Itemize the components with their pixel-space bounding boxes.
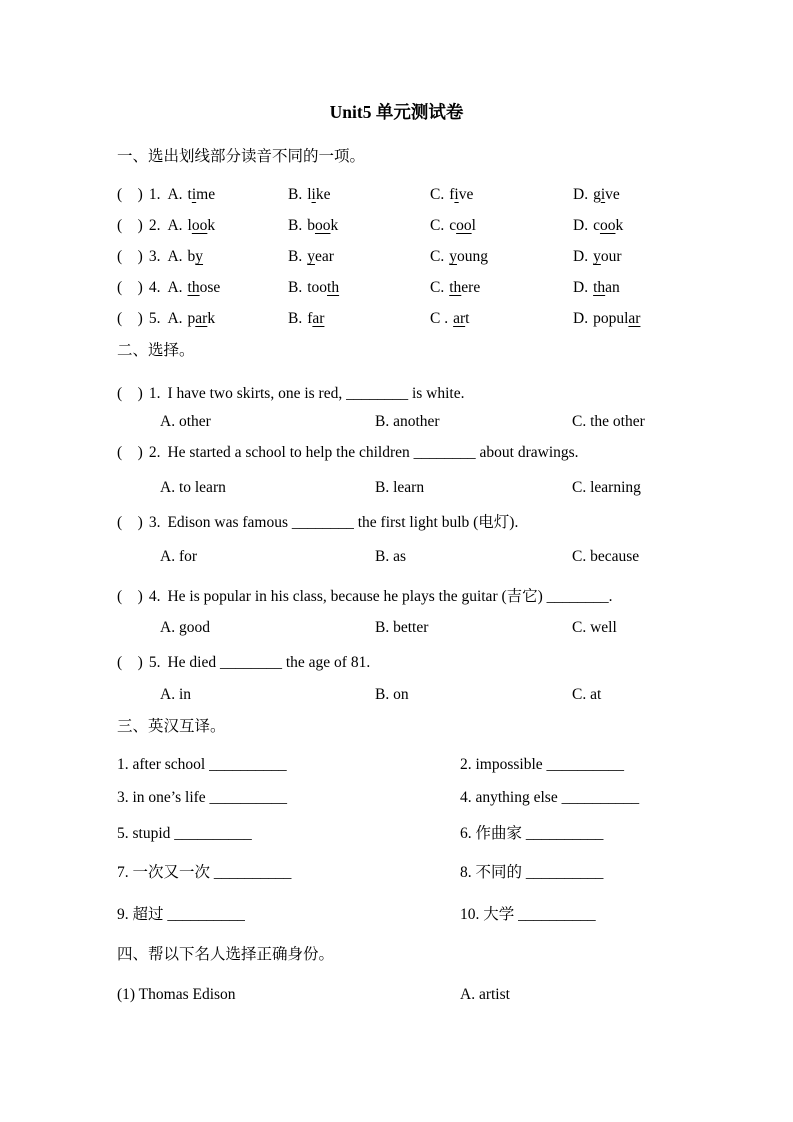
choice-option-c: C. learning bbox=[572, 479, 641, 496]
underlined-part: oo bbox=[314, 217, 331, 234]
word-pre: c bbox=[449, 217, 457, 234]
word-post: oung bbox=[456, 248, 488, 265]
pron-5-c bbox=[430, 307, 469, 331]
word bbox=[307, 310, 324, 327]
word bbox=[449, 186, 473, 203]
underlined-part: ar bbox=[628, 310, 641, 327]
word-post: ve bbox=[605, 186, 620, 203]
question-number: 3. bbox=[148, 248, 161, 265]
choice-option-a: A. good bbox=[160, 619, 210, 636]
word bbox=[188, 248, 204, 265]
answer-paren: ( ) bbox=[117, 279, 143, 296]
choice-options-3 bbox=[117, 545, 783, 569]
choice-question-3 bbox=[117, 511, 783, 535]
word-pre: l bbox=[187, 217, 192, 234]
pron-2-d bbox=[573, 214, 623, 238]
word bbox=[449, 217, 476, 234]
underlined-part: th bbox=[449, 279, 462, 296]
word-pre: l bbox=[307, 186, 312, 203]
word-post: me bbox=[196, 186, 216, 203]
word bbox=[593, 310, 640, 327]
word-pre: p bbox=[187, 310, 196, 327]
option-label: D. bbox=[573, 217, 589, 234]
pron-2-a bbox=[117, 214, 215, 238]
word-post: k bbox=[615, 217, 624, 234]
choice-option-a: A. other bbox=[160, 413, 211, 430]
word-post: k bbox=[207, 310, 216, 327]
question-number: 3. bbox=[148, 514, 161, 531]
option-label: D. bbox=[573, 186, 589, 203]
underlined-part: oo bbox=[456, 217, 472, 234]
underlined-part: oo bbox=[599, 217, 616, 234]
translation-item: 8. 不同的 __________ bbox=[460, 864, 604, 881]
choice-option-b: B. better bbox=[375, 619, 429, 636]
option-label: B. bbox=[288, 186, 303, 203]
word bbox=[593, 248, 621, 265]
underlined-part: ar bbox=[195, 310, 208, 327]
pronunciation-row-4 bbox=[117, 276, 783, 300]
question-number: 2. bbox=[148, 444, 161, 461]
choice-option-b: B. on bbox=[375, 686, 409, 703]
translation-item: 4. anything else __________ bbox=[460, 789, 640, 806]
word-pre: c bbox=[593, 217, 600, 234]
question-number: 2. bbox=[148, 217, 161, 234]
word-post: an bbox=[605, 279, 620, 296]
translation-item: 3. in one’s life __________ bbox=[117, 789, 288, 806]
option-label: A. bbox=[167, 310, 183, 327]
underlined-part: y bbox=[449, 248, 457, 265]
answer-paren: ( ) bbox=[117, 444, 143, 461]
underlined-part: i bbox=[311, 186, 316, 203]
choice-question-4 bbox=[117, 585, 783, 609]
option-label: B. bbox=[288, 279, 303, 296]
option-label: A. bbox=[167, 279, 183, 296]
word-pre: b bbox=[307, 217, 315, 234]
pron-3-d bbox=[573, 245, 622, 269]
underlined-part: ar bbox=[312, 310, 325, 327]
word bbox=[188, 186, 216, 203]
option-label: B. bbox=[288, 217, 303, 234]
translation-row-5 bbox=[117, 903, 783, 927]
word-pre: g bbox=[593, 186, 601, 203]
question-text: He died ________ the age of 81. bbox=[167, 654, 371, 671]
translation-item: 1. after school __________ bbox=[117, 756, 287, 773]
translation-item: 7. 一次又一次 __________ bbox=[117, 864, 292, 881]
pronunciation-row-2 bbox=[117, 214, 783, 238]
question-text: He is popular in his class, because he plays the guitar (吉它) ________. bbox=[167, 588, 613, 605]
choice-options-4 bbox=[117, 616, 783, 640]
choice-option-a: A. to learn bbox=[160, 479, 226, 496]
underlined-part: th bbox=[593, 279, 606, 296]
underlined-part: y bbox=[307, 248, 315, 265]
section2-heading: 二、选择。 bbox=[117, 342, 195, 359]
translation-item: 5. stupid __________ bbox=[117, 825, 252, 842]
underlined-part: th bbox=[187, 279, 200, 296]
word bbox=[449, 248, 488, 265]
pron-5-b bbox=[288, 307, 324, 331]
pron-5-d bbox=[573, 307, 640, 331]
choice-option-b: B. as bbox=[375, 548, 406, 565]
translation-item: 10. 大学 __________ bbox=[460, 906, 596, 923]
choice-option-b: B. another bbox=[375, 413, 440, 430]
choice-option-c: C. the other bbox=[572, 413, 645, 430]
option-label: C. bbox=[430, 217, 445, 234]
pron-1-a bbox=[117, 183, 215, 207]
question-number: 5. bbox=[148, 654, 161, 671]
choice-question-2 bbox=[117, 441, 783, 465]
answer-paren: ( ) bbox=[117, 186, 143, 203]
pron-5-a bbox=[117, 307, 215, 331]
word-pre: b bbox=[187, 248, 196, 265]
word-pre: f bbox=[449, 186, 455, 203]
word bbox=[307, 186, 330, 203]
pron-3-b bbox=[288, 245, 334, 269]
word bbox=[188, 279, 221, 296]
word bbox=[188, 217, 216, 234]
translation-row-4 bbox=[117, 861, 783, 885]
question-text: Edison was famous ________ the first light bulb (电灯). bbox=[167, 514, 519, 531]
section1-heading: 一、选出划线部分读音不同的一项。 bbox=[117, 148, 366, 165]
word-pre: t bbox=[187, 186, 192, 203]
pronunciation-row-1 bbox=[117, 183, 783, 207]
option-label: D. bbox=[573, 248, 589, 265]
matching-person: (1) Thomas Edison bbox=[117, 986, 236, 1003]
word-post: k bbox=[207, 217, 216, 234]
choice-option-a: A. in bbox=[160, 686, 191, 703]
choice-question-5 bbox=[117, 651, 783, 675]
question-text: I have two skirts, one is red, ________ is white. bbox=[167, 385, 465, 402]
underlined-part: i bbox=[600, 186, 606, 203]
answer-paren: ( ) bbox=[117, 217, 143, 234]
underlined-part: th bbox=[327, 279, 340, 296]
word-post: l bbox=[471, 217, 476, 234]
word-post: ear bbox=[314, 248, 334, 265]
underlined-part: y bbox=[195, 248, 204, 265]
choice-options-5 bbox=[117, 683, 783, 707]
choice-question-1 bbox=[117, 382, 783, 406]
pron-3-a bbox=[117, 245, 203, 269]
section3-heading: 三、英汉互译。 bbox=[117, 718, 226, 735]
pron-1-b bbox=[288, 183, 330, 207]
choice-option-b: B. learn bbox=[375, 479, 425, 496]
choice-options-2 bbox=[117, 476, 783, 500]
option-label: B. bbox=[288, 248, 303, 265]
underlined-part: oo bbox=[191, 217, 208, 234]
answer-paren: ( ) bbox=[117, 385, 143, 402]
question-number: 1. bbox=[148, 186, 161, 203]
section4-heading: 四、帮以下名人选择正确身份。 bbox=[117, 946, 335, 963]
option-label: A. bbox=[167, 217, 183, 234]
word bbox=[453, 310, 469, 327]
underlined-part: ar bbox=[453, 310, 466, 327]
pron-1-c bbox=[430, 183, 473, 207]
pron-3-c bbox=[430, 245, 488, 269]
translation-item: 6. 作曲家 __________ bbox=[460, 825, 604, 842]
word bbox=[593, 217, 623, 234]
underlined-part: y bbox=[593, 248, 601, 265]
option-label: C . bbox=[430, 310, 449, 327]
question-text: He started a school to help the children ________ about drawings. bbox=[167, 444, 579, 461]
option-label: C. bbox=[430, 279, 445, 296]
word bbox=[307, 279, 339, 296]
matching-identity: A. artist bbox=[460, 986, 510, 1003]
option-label: A. bbox=[167, 248, 183, 265]
question-number: 4. bbox=[148, 279, 161, 296]
question-number: 5. bbox=[148, 310, 161, 327]
option-label: A. bbox=[167, 186, 183, 203]
answer-paren: ( ) bbox=[117, 654, 143, 671]
option-label: D. bbox=[573, 279, 589, 296]
pronunciation-row-5 bbox=[117, 307, 783, 331]
option-label: C. bbox=[430, 186, 445, 203]
choice-option-c: C. well bbox=[572, 619, 617, 636]
pron-1-d bbox=[573, 183, 620, 207]
answer-paren: ( ) bbox=[117, 310, 143, 327]
translation-row-3 bbox=[117, 822, 783, 846]
choice-options-1 bbox=[117, 410, 783, 434]
word-post: ere bbox=[461, 279, 481, 296]
pron-2-c bbox=[430, 214, 476, 238]
page-title: Unit5 单元测试卷 bbox=[329, 102, 464, 122]
word-post: our bbox=[600, 248, 622, 265]
answer-paren: ( ) bbox=[117, 588, 143, 605]
pron-4-a bbox=[117, 276, 220, 300]
option-label: D. bbox=[573, 310, 589, 327]
word bbox=[593, 186, 620, 203]
word-pre: too bbox=[307, 279, 328, 296]
pron-4-c bbox=[430, 276, 480, 300]
underlined-part: i bbox=[191, 186, 197, 203]
word-post: ve bbox=[458, 186, 474, 203]
option-label: C. bbox=[430, 248, 445, 265]
question-number: 4. bbox=[148, 588, 161, 605]
translation-row-1 bbox=[117, 753, 783, 777]
word bbox=[307, 248, 334, 265]
word bbox=[449, 279, 480, 296]
translation-row-2 bbox=[117, 786, 783, 810]
pron-4-b bbox=[288, 276, 339, 300]
choice-option-c: C. because bbox=[572, 548, 640, 565]
translation-item: 9. 超过 __________ bbox=[117, 906, 245, 923]
word bbox=[188, 310, 216, 327]
word-post: k bbox=[330, 217, 339, 234]
pron-4-d bbox=[573, 276, 620, 300]
question-number: 1. bbox=[148, 385, 161, 402]
underlined-part: i bbox=[454, 186, 459, 203]
answer-paren: ( ) bbox=[117, 514, 143, 531]
choice-option-a: A. for bbox=[160, 548, 198, 565]
word bbox=[307, 217, 338, 234]
word-post: ke bbox=[315, 186, 331, 203]
word-post: ose bbox=[199, 279, 221, 296]
answer-paren: ( ) bbox=[117, 248, 143, 265]
translation-item: 2. impossible __________ bbox=[460, 756, 625, 773]
choice-option-c: C. at bbox=[572, 686, 602, 703]
matching-row-1 bbox=[117, 983, 783, 1007]
pron-2-b bbox=[288, 214, 338, 238]
pronunciation-row-3 bbox=[117, 245, 783, 269]
word-pre: f bbox=[307, 310, 313, 327]
option-label: B. bbox=[288, 310, 303, 327]
word bbox=[593, 279, 620, 296]
word-post: t bbox=[465, 310, 470, 327]
word-pre: popul bbox=[593, 310, 629, 327]
